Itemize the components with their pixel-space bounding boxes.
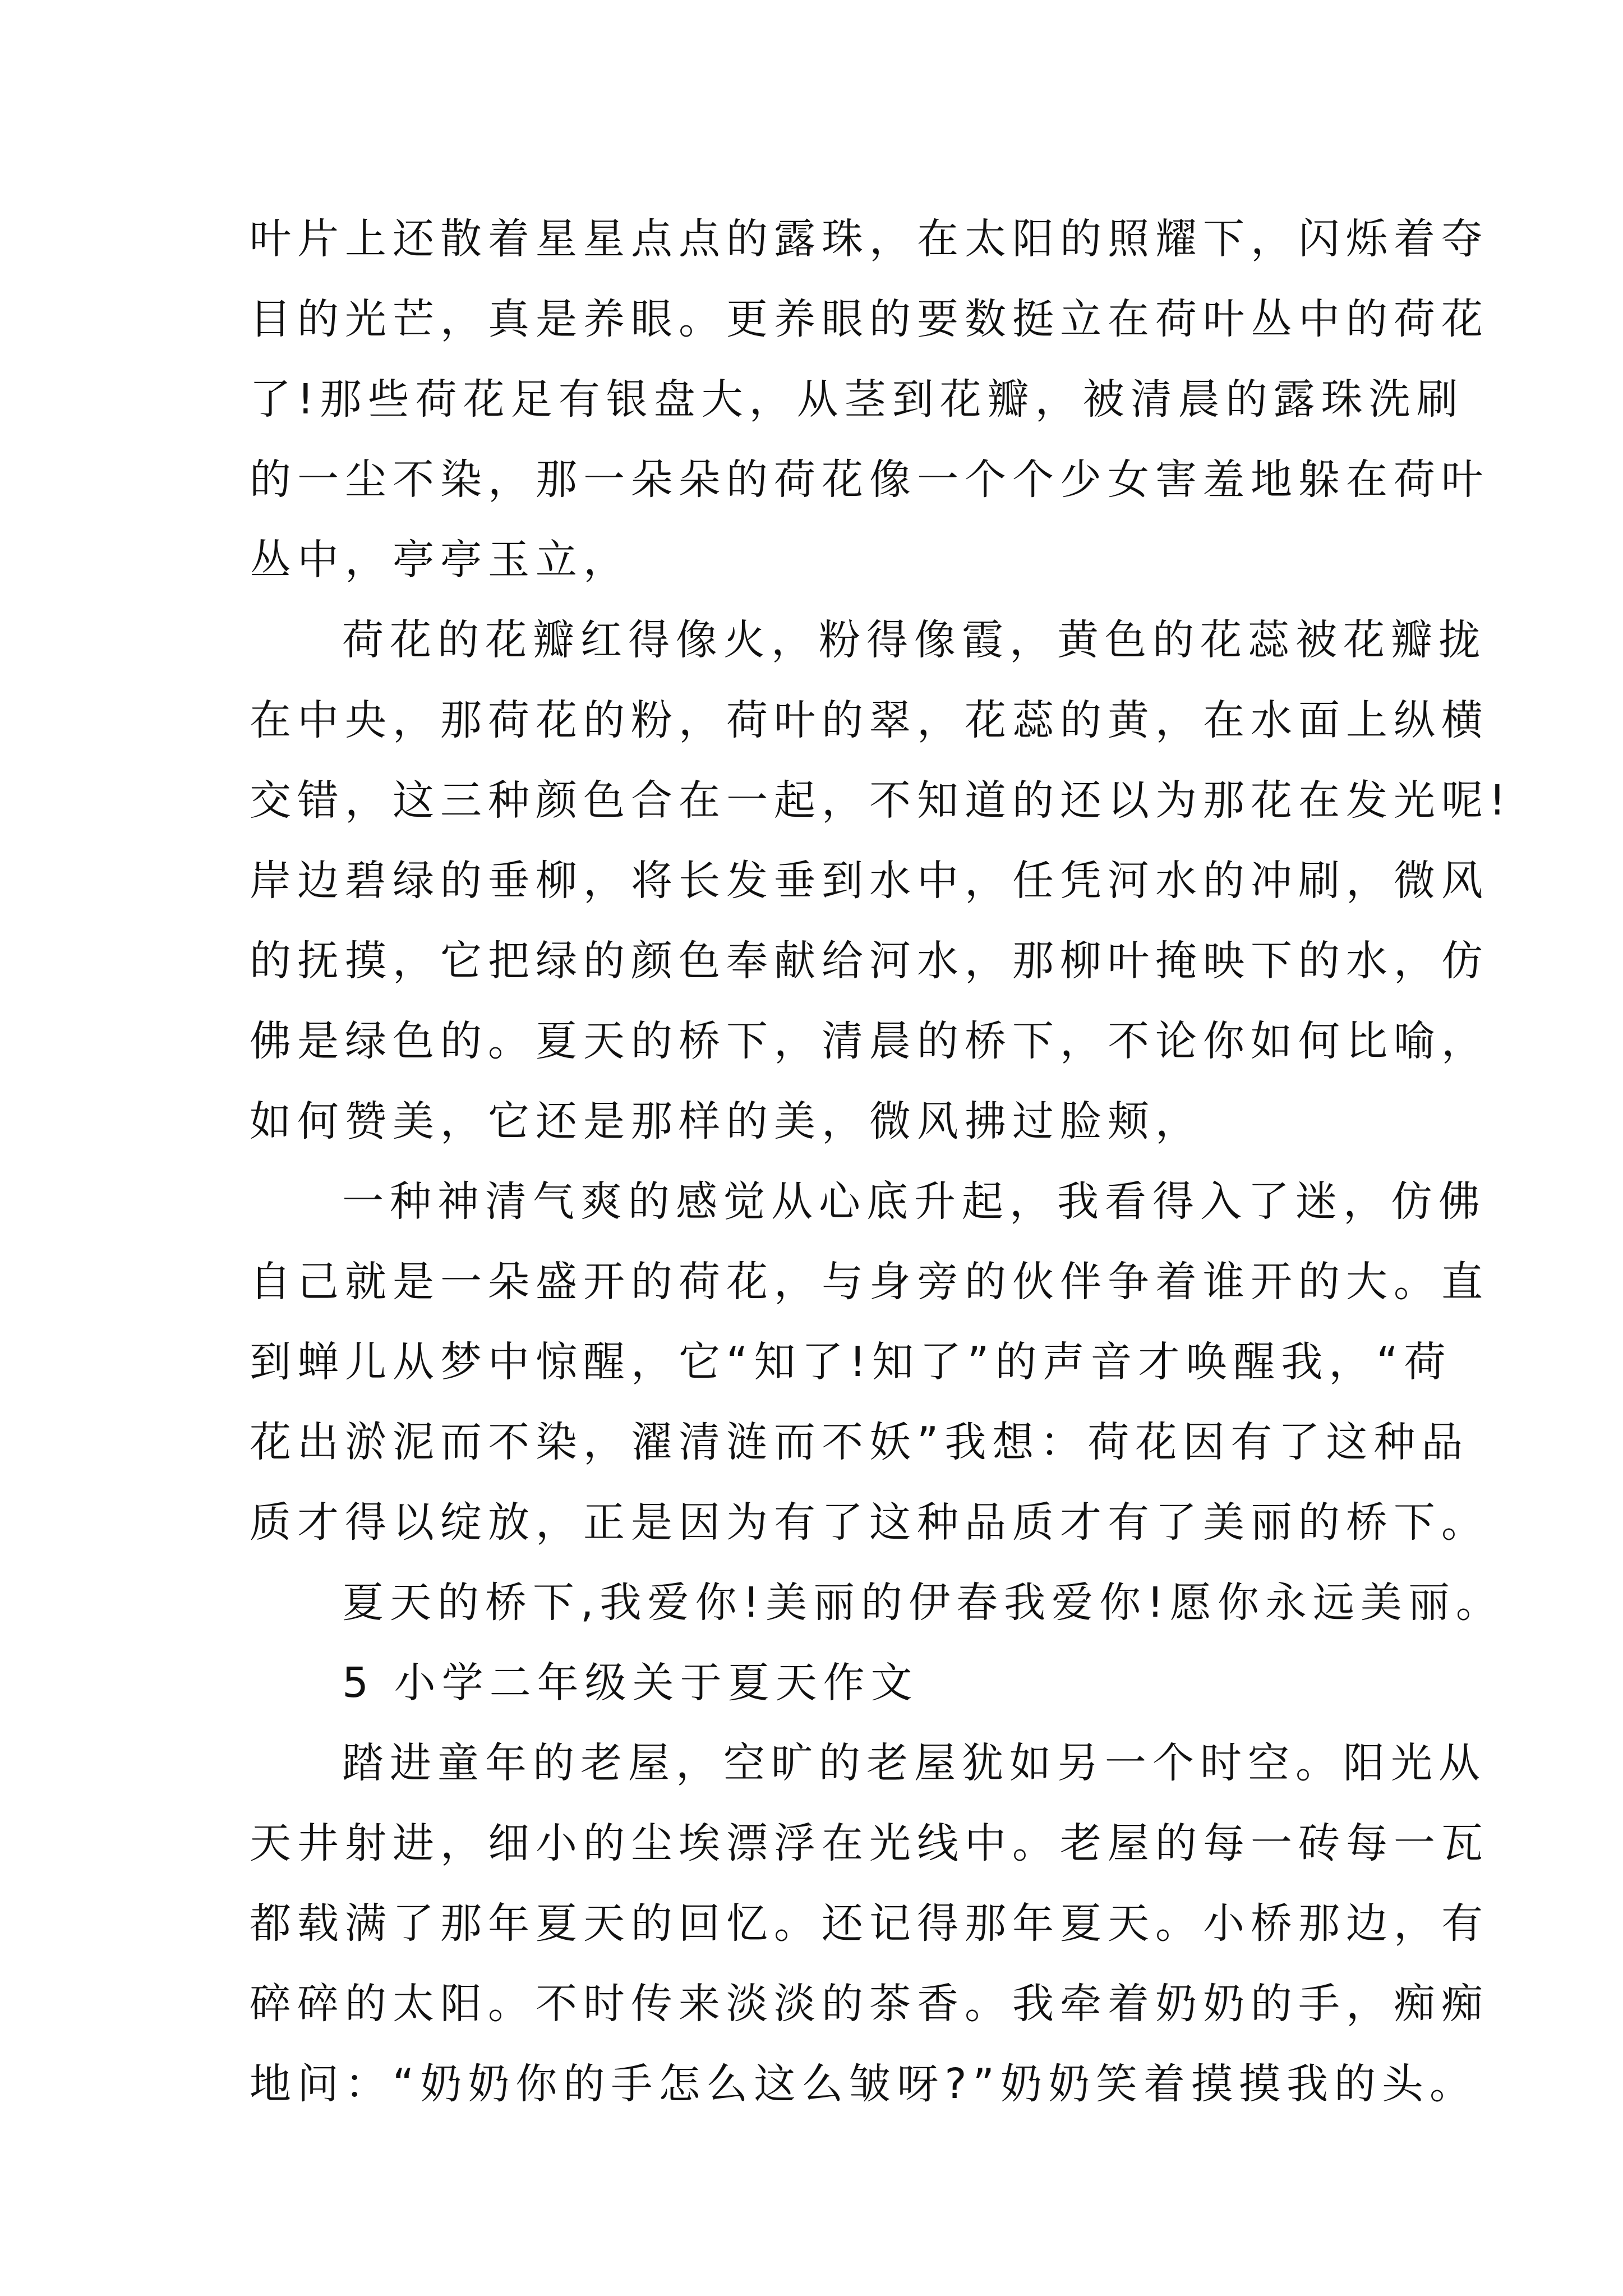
text-line: 如何赞美，它还是那样的美，微风拂过脸颊， [250,1097,1203,1145]
text-line: 丛中，亭亭玉立， [250,536,631,584]
text-line: 叶片上还散着星星点点的露珠，在太阳的照耀下，闪烁着夺 [250,215,1489,263]
paragraph-first-line: 夏天的桥下,我爱你!美丽的伊春我爱你!愿你永远美丽。 [342,1579,1504,1627]
text-line: 岸边碧绿的垂柳，将长发垂到水中，任凭河水的冲刷，微风 [250,857,1489,905]
text-line: 在中央，那荷花的粉，荷叶的翠，花蕊的黄，在水面上纵横 [250,696,1489,744]
paragraph-first-line: 踏进童年的老屋，空旷的老屋犹如另一个时空。阳光从 [342,1739,1486,1787]
text-line: 的一尘不染，那一朵朵的荷花像一个个少女害羞地躲在荷叶 [250,455,1489,504]
text-line: 目的光芒，真是养眼。更养眼的要数挺立在荷叶丛中的荷花 [250,295,1489,343]
paragraph-first-line: 一种神清气爽的感觉从心底升起，我看得入了迷，仿佛 [342,1177,1486,1226]
text-line: 天井射进，细小的尘埃漂浮在光线中。老屋的每一砖每一瓦 [250,1819,1489,1867]
text-line: 的抚摸，它把绿的颜色奉献给河水，那柳叶掩映下的水，仿 [250,937,1489,985]
section-heading: 5 小学二年级关于夏天作文 [342,1659,919,1707]
text-line: 质才得以绽放，正是因为有了这种品质才有了美丽的桥下。 [250,1498,1489,1547]
paragraph-first-line: 荷花的花瓣红得像火，粉得像霞，黄色的花蕊被花瓣拢 [342,616,1486,664]
text-line: 都载满了那年夏天的回忆。还记得那年夏天。小桥那边，有 [250,1899,1489,1948]
essay-text [250,199,1512,2124]
text-line: 地问：“奶奶你的手怎么这么皱呀?”奶奶笑着摸摸我的头。 [250,2060,1477,2108]
text-line: 佛是绿色的。夏天的桥下，清晨的桥下，不论你如何比喻， [250,1017,1489,1065]
text-line: 碎碎的太阳。不时传来淡淡的茶香。我牵着奶奶的手，痴痴 [250,1980,1489,2028]
text-line: 花出淤泥而不染，濯清涟而不妖”我想：荷花因有了这种品 [250,1418,1469,1466]
text-line: 交错，这三种颜色合在一起，不知道的还以为那花在发光呢! [250,776,1512,825]
text-line: 了!那些荷花足有银盘大，从茎到花瓣，被清晨的露珠洗刷 [250,375,1464,424]
text-line: 到蝉儿从梦中惊醒，它“知了!知了”的声音才唤醒我，“荷 [250,1338,1452,1386]
text-line: 自己就是一朵盛开的荷花，与身旁的伙伴争着谁开的大。直 [250,1258,1489,1306]
